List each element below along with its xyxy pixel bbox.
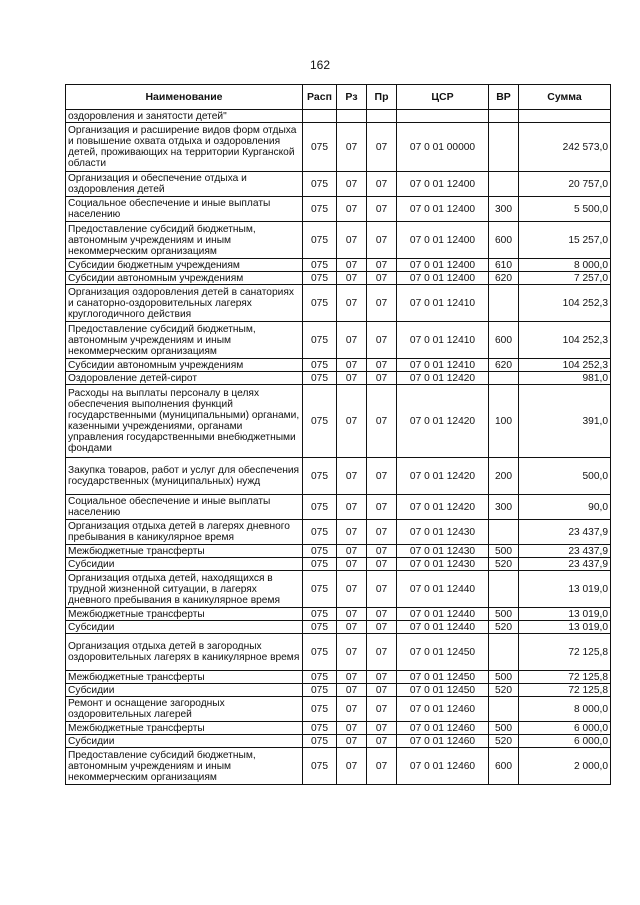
table-row <box>66 748 611 785</box>
table-cell-sum: 72 125,8 <box>519 671 611 684</box>
table-cell-rz: 07 <box>337 697 367 722</box>
table-cell-sum: 13 019,0 <box>519 571 611 608</box>
table-cell-sum: 8 000,0 <box>519 259 611 272</box>
table-cell-vr: 520 <box>489 621 519 634</box>
table-cell-rz: 07 <box>337 322 367 359</box>
table-cell-vr <box>489 172 519 197</box>
table-row <box>66 123 611 172</box>
table-cell-name: Субсидии <box>66 621 303 634</box>
table-cell-sum: 6 000,0 <box>519 735 611 748</box>
table-cell-rz: 07 <box>337 735 367 748</box>
table-cell-vr: 500 <box>489 545 519 558</box>
table-cell-name: Предоставление субсидий бюджетным, автономным учреждениям и иным некоммерческим организациям <box>66 748 303 785</box>
table-cell-csr: 07 0 01 12400 <box>397 259 489 272</box>
table-cell-rasp: 075 <box>303 222 337 259</box>
table-cell-rasp: 075 <box>303 608 337 621</box>
table-cell-rz: 07 <box>337 458 367 495</box>
table-cell-csr: 07 0 01 12400 <box>397 197 489 222</box>
table-cell-rz: 07 <box>337 285 367 322</box>
table-cell-csr: 07 0 01 12460 <box>397 722 489 735</box>
table-cell-csr: 07 0 01 12450 <box>397 634 489 671</box>
table-row <box>66 671 611 684</box>
table-cell-rz: 07 <box>337 259 367 272</box>
table-cell-name: Субсидии <box>66 684 303 697</box>
table-cell-sum: 23 437,9 <box>519 545 611 558</box>
table-cell-csr: 07 0 01 12450 <box>397 671 489 684</box>
table-cell-pr: 07 <box>367 372 397 385</box>
table-cell-vr: 300 <box>489 197 519 222</box>
table-cell-sum: 15 257,0 <box>519 222 611 259</box>
table-cell-rz: 07 <box>337 671 367 684</box>
table-cell-sum: 13 019,0 <box>519 621 611 634</box>
table-cell-rasp: 075 <box>303 272 337 285</box>
table-row <box>66 571 611 608</box>
table-cell-vr: 600 <box>489 322 519 359</box>
table-cell-rz: 07 <box>337 495 367 520</box>
table-cell-name: Субсидии <box>66 558 303 571</box>
header-sum: Сумма <box>519 85 611 110</box>
table-cell-vr <box>489 123 519 172</box>
table-cell-rasp: 075 <box>303 684 337 697</box>
table-cell-sum: 23 437,9 <box>519 558 611 571</box>
table-cell-rasp: 075 <box>303 372 337 385</box>
table-cell-rasp: 075 <box>303 385 337 458</box>
table-cell-sum: 104 252,3 <box>519 322 611 359</box>
table-cell-pr: 07 <box>367 197 397 222</box>
table-row <box>66 285 611 322</box>
table-cell-csr: 07 0 01 12460 <box>397 697 489 722</box>
table-cell-csr: 07 0 01 12430 <box>397 558 489 571</box>
table-cell-vr: 520 <box>489 735 519 748</box>
table-cell-rasp: 075 <box>303 458 337 495</box>
table-cell-sum: 72 125,8 <box>519 634 611 671</box>
table-cell-name: Организация отдыха детей, находящихся в трудной жизненной ситуации, в лагерях дневного пребывания в каникулярное время <box>66 571 303 608</box>
table-cell-name: Субсидии автономным учреждениям <box>66 272 303 285</box>
table-cell-csr: 07 0 01 12430 <box>397 520 489 545</box>
table-cell-vr: 500 <box>489 671 519 684</box>
table-cell-sum: 104 252,3 <box>519 285 611 322</box>
table-cell-rz: 07 <box>337 385 367 458</box>
table-cell-rasp: 075 <box>303 123 337 172</box>
table-cell-csr: 07 0 01 12420 <box>397 372 489 385</box>
table-row <box>66 545 611 558</box>
table-cell-rasp: 075 <box>303 558 337 571</box>
table-cell-csr: 07 0 01 12400 <box>397 272 489 285</box>
table-cell-name: Предоставление субсидий бюджетным, автономным учреждениям и иным некоммерческим организациям <box>66 222 303 259</box>
table-cell-name: Организация отдыха детей в загородных оздоровительных лагерях в каникулярное время <box>66 634 303 671</box>
header-vr: ВР <box>489 85 519 110</box>
table-cell-sum: 391,0 <box>519 385 611 458</box>
header-rz: Рз <box>337 85 367 110</box>
table-cell-vr <box>489 372 519 385</box>
table-cell-rasp: 075 <box>303 571 337 608</box>
table-cell-csr: 07 0 01 12440 <box>397 608 489 621</box>
table-cell-pr: 07 <box>367 172 397 197</box>
table-cell-rasp: 075 <box>303 671 337 684</box>
table-cell-pr <box>367 110 397 123</box>
table-cell-name: оздоровления и занятости детей" <box>66 110 303 123</box>
table-cell-csr: 07 0 01 12460 <box>397 748 489 785</box>
table-cell-pr: 07 <box>367 545 397 558</box>
table-row <box>66 110 611 123</box>
table-cell-name: Межбюджетные трансферты <box>66 608 303 621</box>
header-rasp: Расп <box>303 85 337 110</box>
table-cell-sum: 20 757,0 <box>519 172 611 197</box>
table-cell-rasp: 075 <box>303 697 337 722</box>
table-cell-name: Организация и расширение видов форм отдыха и повышение охвата отдыха и оздоровления детей, проживающих на территории Курганской области <box>66 123 303 172</box>
table-cell-csr: 07 0 01 12440 <box>397 621 489 634</box>
table-row <box>66 385 611 458</box>
table-cell-csr: 07 0 01 12400 <box>397 222 489 259</box>
table-cell-pr: 07 <box>367 634 397 671</box>
table-cell-sum: 90,0 <box>519 495 611 520</box>
table-cell-pr: 07 <box>367 608 397 621</box>
table-cell-vr <box>489 110 519 123</box>
table-cell-pr: 07 <box>367 123 397 172</box>
table-cell-pr: 07 <box>367 520 397 545</box>
table-cell-name: Межбюджетные трансферты <box>66 722 303 735</box>
table-cell-rz: 07 <box>337 272 367 285</box>
table-cell-pr: 07 <box>367 558 397 571</box>
table-cell-rasp: 075 <box>303 359 337 372</box>
table-cell-rz: 07 <box>337 748 367 785</box>
table-cell-csr: 07 0 01 12400 <box>397 172 489 197</box>
table-row <box>66 359 611 372</box>
table-cell-pr: 07 <box>367 722 397 735</box>
table-cell-rz: 07 <box>337 621 367 634</box>
table-cell-rasp: 075 <box>303 322 337 359</box>
table-cell-name: Субсидии бюджетным учреждениям <box>66 259 303 272</box>
table-cell-csr: 07 0 01 12420 <box>397 495 489 520</box>
table-cell-rz: 07 <box>337 608 367 621</box>
table-cell-rasp: 075 <box>303 172 337 197</box>
table-cell-name: Субсидии <box>66 735 303 748</box>
table-row <box>66 735 611 748</box>
table-row <box>66 722 611 735</box>
table-row <box>66 272 611 285</box>
table-cell-vr: 620 <box>489 359 519 372</box>
table-cell-sum: 6 000,0 <box>519 722 611 735</box>
table-cell-vr <box>489 571 519 608</box>
table-cell-vr: 200 <box>489 458 519 495</box>
header-csr: ЦСР <box>397 85 489 110</box>
table-cell-sum: 23 437,9 <box>519 520 611 545</box>
page-number: 162 <box>309 58 331 72</box>
table-cell-rasp: 075 <box>303 748 337 785</box>
table-cell-csr: 07 0 01 12430 <box>397 545 489 558</box>
table-cell-name: Предоставление субсидий бюджетным, автономным учреждениям и иным некоммерческим организациям <box>66 322 303 359</box>
table-cell-csr: 07 0 01 12460 <box>397 735 489 748</box>
table-cell-rasp: 075 <box>303 520 337 545</box>
table-cell-vr: 610 <box>489 259 519 272</box>
table-cell-rasp: 075 <box>303 197 337 222</box>
table-cell-pr: 07 <box>367 385 397 458</box>
table-row <box>66 322 611 359</box>
table-cell-sum: 500,0 <box>519 458 611 495</box>
table-cell-sum: 5 500,0 <box>519 197 611 222</box>
table-cell-rz: 07 <box>337 684 367 697</box>
table-cell-rz <box>337 110 367 123</box>
table-cell-pr: 07 <box>367 735 397 748</box>
table-cell-rz: 07 <box>337 172 367 197</box>
table-cell-pr: 07 <box>367 684 397 697</box>
table-cell-rasp: 075 <box>303 621 337 634</box>
table-cell-sum: 104 252,3 <box>519 359 611 372</box>
table-row <box>66 259 611 272</box>
table-cell-vr: 520 <box>489 684 519 697</box>
table-cell-csr: 07 0 01 12420 <box>397 458 489 495</box>
table-cell-rasp: 075 <box>303 495 337 520</box>
table-cell-rz: 07 <box>337 197 367 222</box>
table-cell-pr: 07 <box>367 285 397 322</box>
table-cell-rz: 07 <box>337 222 367 259</box>
table-cell-name: Закупка товаров, работ и услуг для обеспечения государственных (муниципальных) нужд <box>66 458 303 495</box>
table-cell-pr: 07 <box>367 359 397 372</box>
table-row <box>66 634 611 671</box>
table-cell-name: Социальное обеспечение и иные выплаты населению <box>66 197 303 222</box>
table-cell-vr: 100 <box>489 385 519 458</box>
table-cell-sum: 72 125,8 <box>519 684 611 697</box>
table-cell-name: Организация оздоровления детей в санаториях и санаторно-оздоровительных лагерях круглогодичного действия <box>66 285 303 322</box>
table-cell-rz: 07 <box>337 123 367 172</box>
table-cell-name: Ремонт и оснащение загородных оздоровительных лагерей <box>66 697 303 722</box>
table-cell-pr: 07 <box>367 458 397 495</box>
table-cell-csr: 07 0 01 12440 <box>397 571 489 608</box>
table-cell-rasp <box>303 110 337 123</box>
table-cell-sum: 8 000,0 <box>519 697 611 722</box>
table-cell-vr: 500 <box>489 722 519 735</box>
table-cell-vr: 600 <box>489 222 519 259</box>
table-cell-name: Оздоровление детей-сирот <box>66 372 303 385</box>
table-cell-rz: 07 <box>337 634 367 671</box>
header-name: Наименование <box>66 85 303 110</box>
table-cell-csr: 07 0 01 12410 <box>397 359 489 372</box>
table-cell-vr <box>489 285 519 322</box>
table-cell-vr <box>489 520 519 545</box>
table-row <box>66 222 611 259</box>
table-row <box>66 172 611 197</box>
table-cell-vr: 620 <box>489 272 519 285</box>
table-cell-csr: 07 0 01 12450 <box>397 684 489 697</box>
table-row <box>66 697 611 722</box>
table-cell-name: Организация и обеспечение отдыха и оздоровления детей <box>66 172 303 197</box>
table-cell-rasp: 075 <box>303 259 337 272</box>
table-cell-sum: 242 573,0 <box>519 123 611 172</box>
table-row <box>66 520 611 545</box>
table-cell-pr: 07 <box>367 697 397 722</box>
table-row <box>66 684 611 697</box>
table-cell-csr: 07 0 01 12410 <box>397 322 489 359</box>
table-cell-vr: 600 <box>489 748 519 785</box>
table-cell-csr: 07 0 01 12420 <box>397 385 489 458</box>
table-cell-pr: 07 <box>367 272 397 285</box>
table-row <box>66 621 611 634</box>
table-cell-name: Межбюджетные трансферты <box>66 545 303 558</box>
table-cell-vr: 500 <box>489 608 519 621</box>
table-cell-name: Межбюджетные трансферты <box>66 671 303 684</box>
table-row <box>66 608 611 621</box>
table-cell-pr: 07 <box>367 621 397 634</box>
table-cell-rasp: 075 <box>303 722 337 735</box>
table-cell-pr: 07 <box>367 259 397 272</box>
table-cell-rz: 07 <box>337 558 367 571</box>
table-cell-rasp: 075 <box>303 634 337 671</box>
header-pr: Пр <box>367 85 397 110</box>
table-cell-vr <box>489 697 519 722</box>
table-cell-pr: 07 <box>367 495 397 520</box>
table-cell-sum: 981,0 <box>519 372 611 385</box>
table-cell-rasp: 075 <box>303 285 337 322</box>
table-cell-rz: 07 <box>337 372 367 385</box>
table-cell-name: Организация отдыха детей в лагерях дневного пребывания в каникулярное время <box>66 520 303 545</box>
table-row <box>66 197 611 222</box>
table-cell-csr: 07 0 01 00000 <box>397 123 489 172</box>
table-cell-name: Расходы на выплаты персоналу в целях обеспечения выполнения функций государственными (муниципальными) органами, казенными учреждениями, органами управления государственными внебюджетными фондами <box>66 385 303 458</box>
table-row <box>66 495 611 520</box>
table-row <box>66 372 611 385</box>
table-cell-pr: 07 <box>367 571 397 608</box>
table-cell-sum: 13 019,0 <box>519 608 611 621</box>
table-cell-rasp: 075 <box>303 735 337 748</box>
table-cell-pr: 07 <box>367 671 397 684</box>
table-header-row <box>66 85 611 110</box>
table-cell-rasp: 075 <box>303 545 337 558</box>
table-cell-name: Социальное обеспечение и иные выплаты населению <box>66 495 303 520</box>
table-cell-rz: 07 <box>337 520 367 545</box>
table-cell-vr: 300 <box>489 495 519 520</box>
table-cell-rz: 07 <box>337 571 367 608</box>
table-cell-csr: 07 0 01 12410 <box>397 285 489 322</box>
table-cell-sum: 7 257,0 <box>519 272 611 285</box>
table-cell-rz: 07 <box>337 359 367 372</box>
table-row <box>66 458 611 495</box>
table-cell-vr <box>489 634 519 671</box>
table-cell-pr: 07 <box>367 322 397 359</box>
table-cell-rz: 07 <box>337 545 367 558</box>
table-cell-sum: 2 000,0 <box>519 748 611 785</box>
table-cell-rz: 07 <box>337 722 367 735</box>
budget-table <box>65 84 611 785</box>
table-cell-sum <box>519 110 611 123</box>
table-row <box>66 558 611 571</box>
table-cell-pr: 07 <box>367 748 397 785</box>
table-cell-pr: 07 <box>367 222 397 259</box>
table-cell-csr <box>397 110 489 123</box>
table-cell-name: Субсидии автономным учреждениям <box>66 359 303 372</box>
table-cell-vr: 520 <box>489 558 519 571</box>
